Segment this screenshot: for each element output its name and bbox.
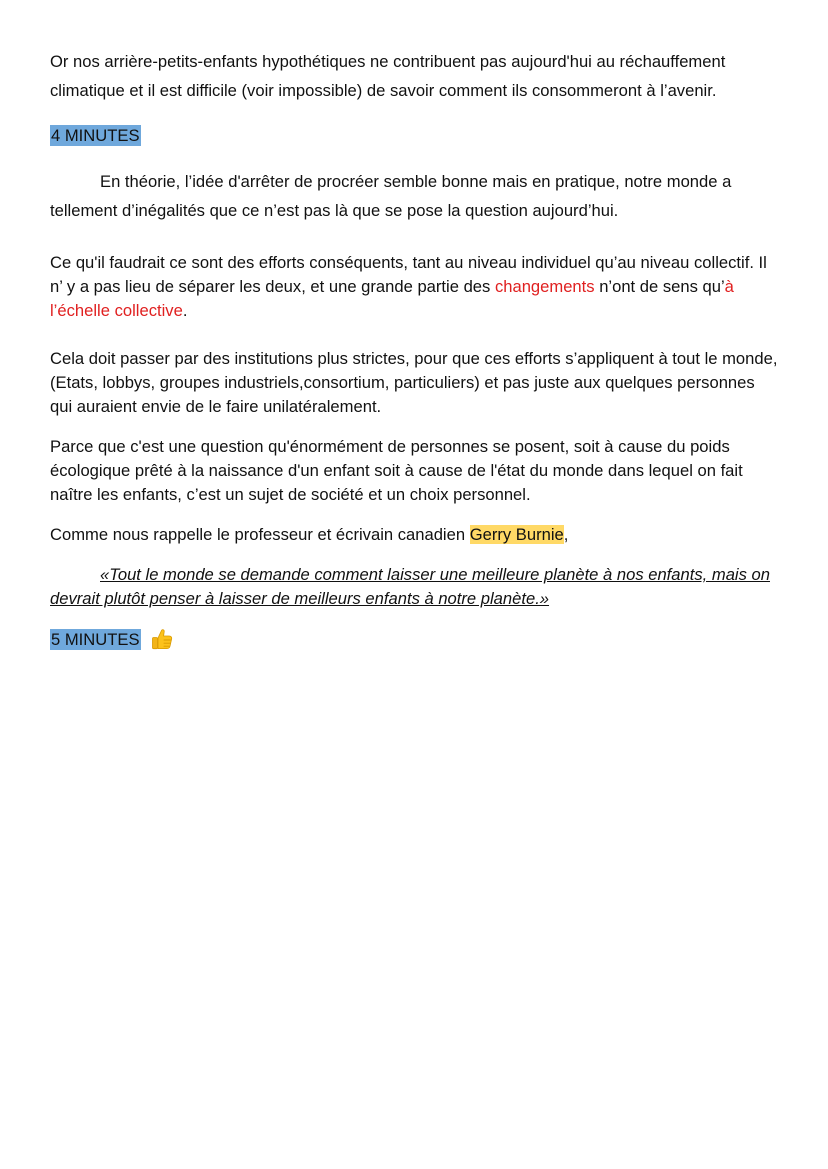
- efforts-text-2: n’ont de sens qu’: [594, 277, 725, 296]
- efforts-text-3: .: [182, 301, 188, 320]
- red-text-echelle-collective: à l’échelle collective: [50, 277, 734, 320]
- quote-paragraph: «Tout le monde se demande comment laisser une meilleure planète à nos enfants, mais on devrait plutôt penser à laisser de meilleurs enfants à notre planète.»: [50, 565, 770, 608]
- institutions-paragraph: Cela doit passer par des institutions plus strictes, pour que ces efforts s’appliquent à tout le monde, (Etats, lobbys, groupes industriels,consortium, particuliers) et pas juste aux quelques personnes qui auraient envie de le faire unilatéralement.: [50, 349, 778, 416]
- document-page: [50, 48, 780, 651]
- minutes-marker-5: 5 MINUTES: [51, 629, 140, 649]
- thumbs-up-icon: [150, 627, 174, 651]
- rappel-paragraph: [50, 523, 780, 547]
- red-text-changements: changements: [494, 277, 595, 296]
- efforts-paragraph: [50, 251, 780, 323]
- highlighted-name: Gerry Burnie: [469, 525, 564, 544]
- rappel-comma: ,: [563, 525, 569, 544]
- intro-paragraph: Or nos arrière-petits-enfants hypothétiques ne contribuent pas aujourd'hui au réchauffement climatique et il est difficile (voir impossible) de savoir comment ils consommeront à l’avenir.: [50, 52, 726, 100]
- theory-paragraph: En théorie, l’idée d'arrêter de procréer semble bonne mais en pratique, notre monde a tellement d’inégalités que ce n’est pas là que se pose la question aujourd’hui.: [50, 172, 732, 220]
- question-paragraph: Parce que c'est une question qu'énormément de personnes se posent, soit à cause du poids écologique prêté à la naissance d'un enfant soit à cause de l'état du monde dans lequel on fait naître les enfants, c’est un sujet de société et un choix personnel.: [50, 437, 743, 504]
- efforts-text-1: Ce qu'il faudrait ce sont des efforts conséquents, tant au niveau individuel qu’au niveau collectif. Il n’ y a pas lieu de séparer les deux, et une grande partie des: [50, 253, 767, 296]
- rappel-text: Comme nous rappelle le professeur et écrivain canadien: [50, 525, 470, 544]
- minutes-marker-4: 4 MINUTES: [51, 126, 140, 145]
- minutes-marker-5-row: [50, 627, 780, 651]
